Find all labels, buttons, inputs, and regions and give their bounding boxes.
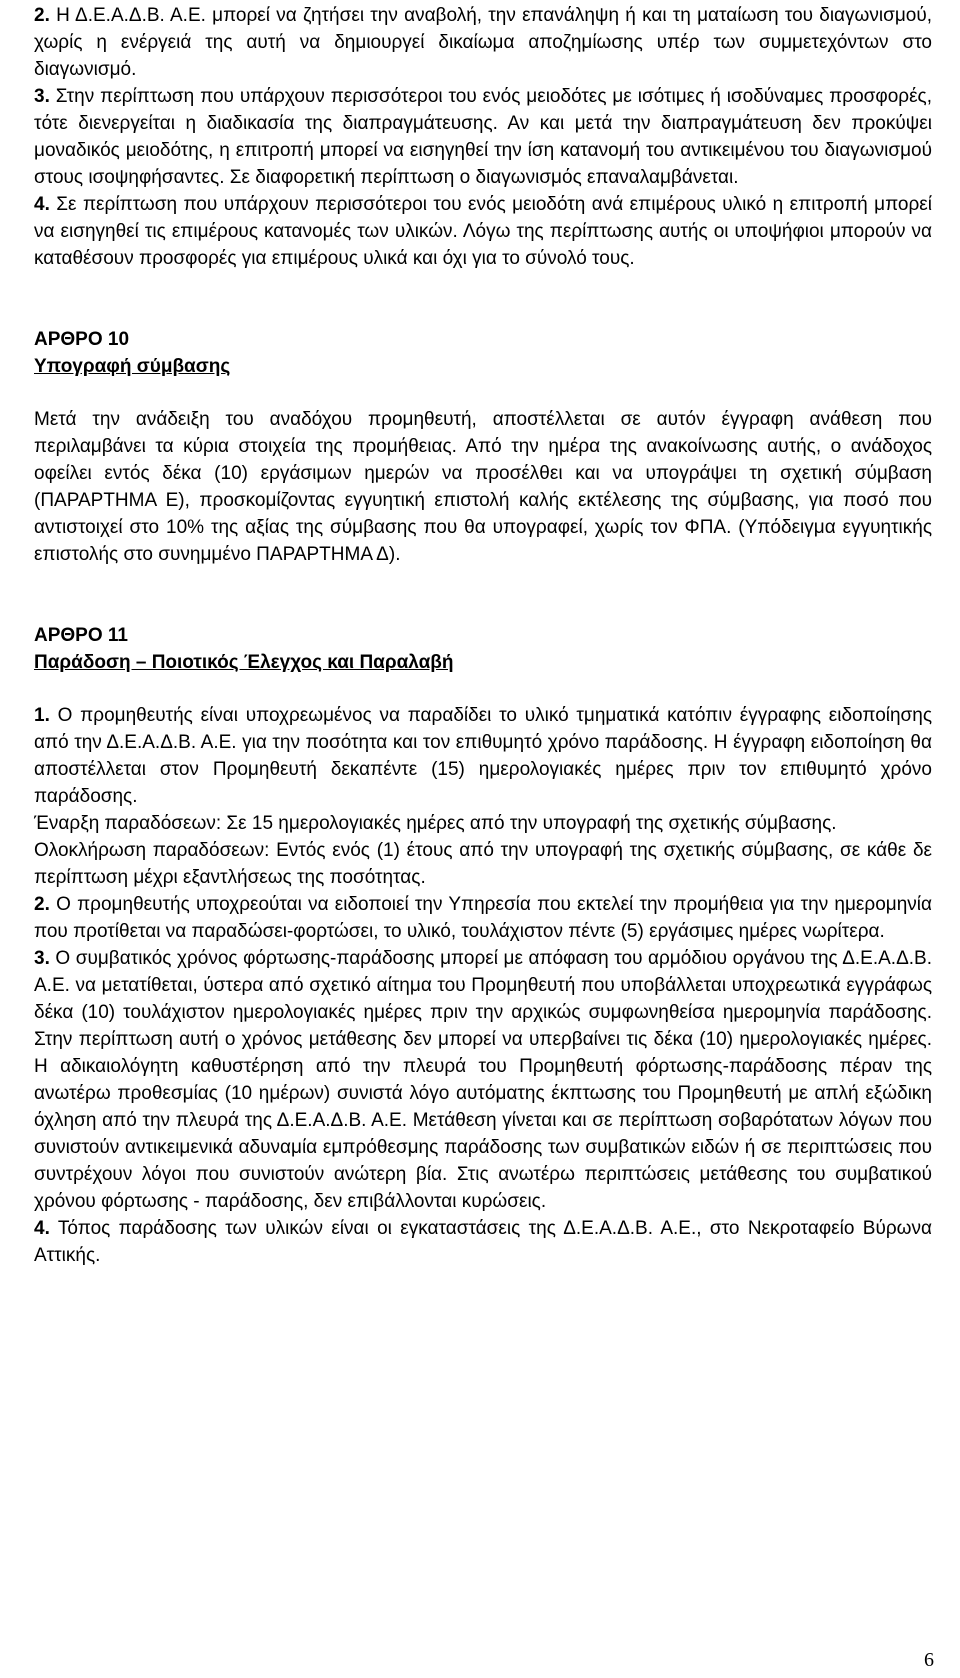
paragraph-number: 1. [34, 705, 50, 726]
paragraph-number: 3. [34, 948, 50, 969]
article-11-title: ΑΡΘΡΟ 11 [34, 625, 128, 646]
paragraph-text: Ο προμηθευτής είναι υποχρεωμένος να παραδίδει το υλικό τμηματικά κατόπιν έγγραφης ειδοποίησης από την Δ.Ε.Α.Δ.Β. Α.Ε. για την ποσότητα και τον επιθυμητό χρόνο παράδοσης. Η έγγραφη ειδοποίηση θα αποστέλλεται στον Προμηθευτή δεκαπέντε (15) ημερολογιακές ημέρες πριν τον επιθυμητό χρόνο παράδοσης. [34, 705, 932, 807]
paragraph-text: Η Δ.Ε.Α.Δ.Β. Α.Ε. μπορεί να ζητήσει την αναβολή, την επανάληψη ή και τη ματαίωση του διαγωνισμού, χωρίς η ενέργειά της αυτή να δημιουργεί δικαίωμα αποζημίωσης υπέρ των συμμετεχόντων στο διαγωνισμό. [34, 5, 933, 80]
paragraph-3 [34, 83, 932, 191]
paragraph-number: 2. [34, 894, 50, 915]
article-10-text: Μετά την ανάδειξη του αναδόχου προμηθευτή, αποστέλλεται σε αυτόν έγγραφη ανάθεση που περιλαμβάνει τα κύρια στοιχεία της προμήθειας. Από την ημέρα της ανακοίνωσης αυτής, ο ανάδοχος οφείλει εντός δέκα (10) εργάσιμων ημερών να προσέλθει και να υπογράψει τη σχετική σύμβαση (ΠΑΡΑΡΤΗΜΑ Ε), προσκομίζοντας εγγυητική επιστολή καλής εκτέλεσης της σύμβασης, για ποσό που αντιστοιχεί στο 10% της αξίας της σύμβασης που θα υπογραφεί, χωρίς τον ΦΠΑ. (Υπόδειγμα εγγυητικής επιστολής στο συνημμένο ΠΑΡΑΡΤΗΜΑ Δ). [34, 409, 932, 565]
article-11-paragraph-3 [34, 945, 932, 1215]
spacer [34, 380, 932, 406]
spacer [34, 272, 932, 326]
article-11-paragraph-2 [34, 891, 932, 945]
spacer [34, 676, 932, 702]
paragraph-text: Σε περίπτωση που υπάρχουν περισσότεροι του ενός μειοδότη ανά επιμέρους υλικό η επιτροπή μπορεί να εισηγηθεί τις επιμέρους κατανομές των υλικών. Λόγω της περίπτωσης αυτής οι υποψήφιοι μπορούν να καταθέσουν προσφορές για επιμέρους υλικά και όχι για το σύνολό τους. [34, 194, 932, 269]
paragraph-text: Στην περίπτωση που υπάρχουν περισσότεροι του ενός μειοδότες με ισότιμες ή ισοδύναμες προσφορές, τότε διενεργείται η διαδικασία της διαπραγμάτευσης. Αν και μετά την διαπραγμάτευση δεν προκύψει μοναδικός μειοδότης, η επιτροπή μπορεί να εισηγηθεί την ίση κατανομή του αντικειμένου του διαγωνισμού στους ισοψηφήσαντες. Σε διαφορετική περίπτωση ο διαγωνισμός επαναλαμβάνεται. [34, 86, 932, 188]
spacer [34, 568, 932, 622]
article-10-title: ΑΡΘΡΟ 10 [34, 329, 130, 350]
paragraph-text: Ο προμηθευτής υποχρεούται να ειδοποιεί την Υπηρεσία που εκτελεί την προμήθεια για την ημερομηνία που προτίθεται να παραδώσει-φορτώσει, το υλικό, τουλάχιστον πέντε (5) εργάσιμες ημέρες νωρίτερα. [34, 894, 932, 942]
delivery-end: Ολοκλήρωση παραδόσεων: Εντός ενός (1) έτους από την υπογραφή της σχετικής σύμβασης, σε κάθε δε περίπτωση μέχρι εξαντλήσεως της ποσότητας. [34, 840, 932, 888]
page-number: 6 [924, 1649, 934, 1671]
article-11-paragraph-1 [34, 702, 932, 810]
article-10-subtitle: Υπογραφή σύμβασης [34, 356, 231, 377]
delivery-start: Έναρξη παραδόσεων: Σε 15 ημερολογιακές ημέρες από την υπογραφή της σχετικής σύμβασης. [34, 813, 837, 834]
article-11-paragraph-4 [34, 1215, 932, 1269]
paragraph-text: Τόπος παράδοσης των υλικών είναι οι εγκαταστάσεις της Δ.Ε.Α.Δ.Β. Α.Ε., στο Νεκροταφείο Βύρωνα Αττικής. [34, 1218, 932, 1266]
paragraph-text: Ο συμβατικός χρόνος φόρτωσης-παράδοσης μπορεί με απόφαση του αρμόδιου οργάνου της Δ.Ε.Α.Δ.Β. Α.Ε. να μετατίθεται, ύστερα από σχετικό αίτημα του Προμηθευτή που υποβάλλεται υποχρεωτικά εγγράφως δέκα (10) τουλάχιστον ημερολογιακές ημέρες πριν την αρχικώς συμφωνηθείσα ημερομηνία παράδοσης. Στην περίπτωση αυτή ο χρόνος μετάθεσης δεν μπορεί να υπερβαίνει τις δέκα (10) ημερολογιακές ημέρες. Η αδικαιολόγητη καθυστέρηση από την πλευρά του Προμηθευτή φόρτωσης-παράδοσης πέραν της ανωτέρω προθεσμίας (10 ημέρων) συνιστά λόγο αυτόματης έκπτωσης του Προμηθευτή με απλή εξώδικη όχληση από την πλευρά της Δ.Ε.Α.Δ.Β. Α.Ε. Μετάθεση γίνεται και σε περίπτωση σοβαρότατων λόγων που συνιστούν αντικειμενικά αδυναμία εμπρόθεσμης παράδοσης των συμβατικών ειδών ή σε περιπτώσεις που συντρέχουν λόγοι που συνιστούν ανώτερη βία. Στις ανωτέρω περιπτώσεις μετάθεσης του συμβατικού χρόνου φόρτωσης - παράδοσης, δεν επιβάλλονται κυρώσεις. [34, 948, 932, 1212]
paragraph-number: 4. [34, 1218, 50, 1239]
article-11-subtitle: Παράδοση – Ποιοτικός Έλεγχος και Παραλαβή [34, 652, 454, 673]
paragraph-number: 2. [34, 5, 50, 26]
paragraph-2 [34, 2, 932, 83]
paragraph-number: 3. [34, 86, 50, 107]
paragraph-number: 4. [34, 194, 50, 215]
paragraph-4 [34, 191, 932, 272]
